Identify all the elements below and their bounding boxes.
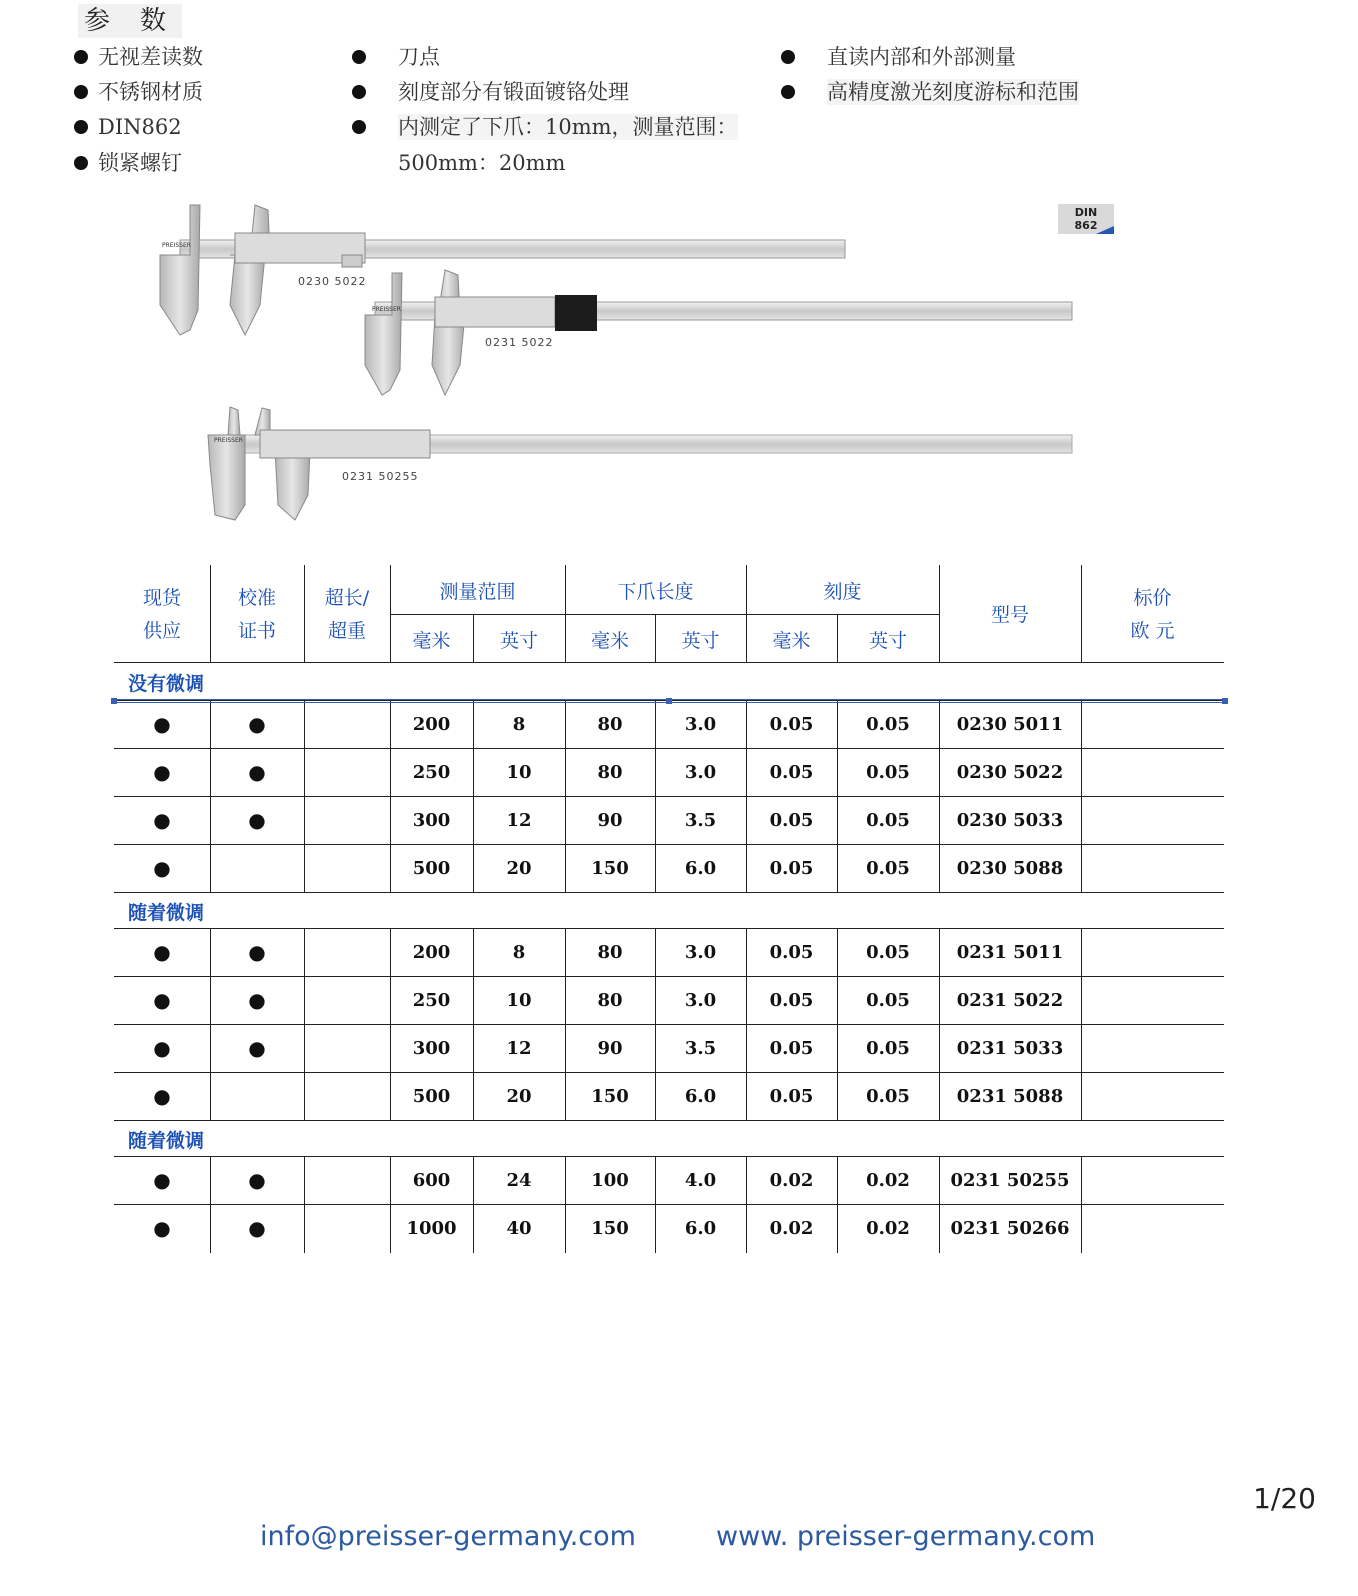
cell-extra bbox=[304, 749, 390, 796]
cell-grad-in: 0.02 bbox=[866, 1218, 910, 1239]
table-row bbox=[114, 1025, 1224, 1072]
cell-jaw-mm: 90 bbox=[597, 810, 623, 831]
table-row bbox=[114, 797, 1224, 844]
product-table bbox=[114, 565, 1224, 1255]
bullet-icon bbox=[352, 50, 366, 64]
section-rows bbox=[114, 929, 1224, 1121]
caliper-0231-5022 bbox=[365, 270, 1072, 395]
header-price: 标价 欧 元 bbox=[1130, 587, 1175, 642]
cell-jaw-in: 3.0 bbox=[684, 762, 717, 783]
cell-stock: ● bbox=[153, 1084, 171, 1108]
cell-grad-mm: 0.05 bbox=[769, 810, 814, 831]
cell-model: 0231 5088 bbox=[956, 1086, 1064, 1107]
bullet-icon bbox=[352, 85, 366, 99]
table-row bbox=[114, 701, 1224, 748]
cell-model: 0230 5022 bbox=[956, 762, 1064, 783]
cell-stock: ● bbox=[153, 808, 171, 832]
cell-range-in: 8 bbox=[512, 942, 526, 963]
cell-grad-in: 0.05 bbox=[866, 762, 910, 783]
section-title: 随着微调 bbox=[128, 1130, 205, 1152]
bullet-icon bbox=[781, 85, 795, 99]
cell-calib: ● bbox=[248, 988, 266, 1012]
cell-range-in: 10 bbox=[506, 762, 532, 783]
cell-jaw-in: 3.5 bbox=[684, 810, 717, 831]
bullet-icon bbox=[74, 85, 88, 99]
brand-logo: PREISSER bbox=[162, 242, 191, 249]
cell-grad-in: 0.05 bbox=[866, 714, 910, 735]
cell-calib: ● bbox=[248, 1036, 266, 1060]
cell-model: 0230 5011 bbox=[956, 714, 1064, 735]
cell-range-in: 40 bbox=[506, 1218, 532, 1239]
cell-grad-mm: 0.02 bbox=[769, 1218, 814, 1239]
cell-stock: ● bbox=[153, 712, 171, 736]
cell-range-mm: 500 bbox=[412, 858, 451, 879]
cell-extra bbox=[304, 929, 390, 976]
cell-range-in: 8 bbox=[512, 714, 526, 735]
table-row bbox=[114, 749, 1224, 796]
cell-extra bbox=[304, 845, 390, 892]
section-rows bbox=[114, 1157, 1224, 1253]
cell-extra bbox=[304, 1025, 390, 1072]
cell-jaw-in: 6.0 bbox=[684, 858, 717, 879]
bullet-icon bbox=[74, 120, 88, 134]
cell-range-mm: 200 bbox=[412, 942, 451, 963]
bullet-icon bbox=[74, 156, 88, 170]
cell-grad-mm: 0.05 bbox=[769, 714, 814, 735]
header-range-inch: 英寸 bbox=[499, 630, 538, 652]
cell-jaw-mm: 150 bbox=[591, 1086, 629, 1107]
bullet-icon bbox=[74, 50, 88, 64]
cell-model: 0231 50266 bbox=[950, 1218, 1070, 1239]
cell-model: 0231 50255 bbox=[950, 1170, 1070, 1191]
cell-jaw-in: 4.0 bbox=[684, 1170, 717, 1191]
cell-grad-mm: 0.05 bbox=[769, 942, 814, 963]
caliper-label: 0231 50255 bbox=[342, 470, 419, 483]
cell-grad-mm: 0.05 bbox=[769, 858, 814, 879]
cell-price bbox=[1081, 1025, 1224, 1072]
cell-grad-in: 0.05 bbox=[866, 1038, 910, 1059]
cell-grad-mm: 0.05 bbox=[769, 762, 814, 783]
cell-jaw-in: 3.0 bbox=[684, 990, 717, 1011]
bullet-icon bbox=[781, 50, 795, 64]
cell-grad-mm: 0.05 bbox=[769, 1086, 814, 1107]
cell-price bbox=[1081, 845, 1224, 892]
cell-calib: ● bbox=[248, 808, 266, 832]
cell-range-mm: 300 bbox=[412, 1038, 451, 1059]
badge-line-1: DIN bbox=[1074, 206, 1098, 219]
header-graduation: 刻度 bbox=[823, 581, 862, 603]
cell-calib: ● bbox=[248, 760, 266, 784]
cell-extra bbox=[304, 701, 390, 748]
cell-model: 0230 5033 bbox=[956, 810, 1064, 831]
header-extra: 超长/ 超重 bbox=[324, 587, 370, 642]
din-862-badge bbox=[1058, 204, 1114, 234]
header-range-mm: 毫米 bbox=[412, 630, 451, 652]
cell-grad-in: 0.05 bbox=[866, 990, 910, 1011]
cell-grad-in: 0.05 bbox=[866, 1086, 910, 1107]
brand-logo: PREISSER bbox=[214, 437, 243, 444]
cell-range-in: 20 bbox=[506, 858, 532, 879]
cell-extra bbox=[304, 797, 390, 844]
cell-calib: ● bbox=[248, 712, 266, 736]
cell-model: 0231 5033 bbox=[956, 1038, 1064, 1059]
cell-stock: ● bbox=[153, 988, 171, 1012]
footer-website[interactable]: www. preisser-germany.com bbox=[716, 1521, 1096, 1552]
page-number: 1/20 bbox=[1253, 1482, 1316, 1515]
table-selection-handle[interactable] bbox=[111, 697, 1228, 705]
cell-price bbox=[1081, 797, 1224, 844]
cell-jaw-in: 3.0 bbox=[684, 942, 717, 963]
cell-model: 0231 5011 bbox=[956, 942, 1064, 963]
cell-price bbox=[1081, 929, 1224, 976]
page-title: 参 数 bbox=[78, 4, 182, 38]
cell-calib bbox=[210, 1073, 304, 1120]
cell-stock: ● bbox=[153, 1036, 171, 1060]
cell-jaw-mm: 150 bbox=[591, 858, 629, 879]
cell-range-mm: 600 bbox=[412, 1170, 451, 1191]
section-rows bbox=[114, 701, 1224, 893]
header-stock: 现货 供应 bbox=[142, 587, 181, 642]
table-row bbox=[114, 929, 1224, 976]
caliper-product-image bbox=[150, 195, 1130, 535]
cell-price bbox=[1081, 1157, 1224, 1204]
table-row bbox=[114, 1073, 1224, 1120]
cell-model: 0231 5022 bbox=[956, 990, 1064, 1011]
cell-calib: ● bbox=[248, 1216, 266, 1240]
cell-range-mm: 1000 bbox=[406, 1218, 457, 1239]
cell-range-in: 10 bbox=[506, 990, 532, 1011]
cell-range-in: 12 bbox=[506, 810, 532, 831]
section-title: 随着微调 bbox=[128, 902, 205, 924]
table-row bbox=[114, 845, 1224, 892]
cell-grad-in: 0.05 bbox=[866, 810, 910, 831]
caliper-label: 0231 5022 bbox=[485, 336, 554, 349]
cell-jaw-mm: 80 bbox=[597, 762, 623, 783]
cell-stock: ● bbox=[153, 760, 171, 784]
cell-range-mm: 250 bbox=[412, 990, 451, 1011]
cell-range-mm: 250 bbox=[412, 762, 451, 783]
cell-stock: ● bbox=[153, 856, 171, 880]
cell-extra bbox=[304, 1073, 390, 1120]
header-jaw: 下爪长度 bbox=[617, 581, 694, 603]
header-model: 型号 bbox=[990, 604, 1029, 626]
cell-extra bbox=[304, 1157, 390, 1204]
cell-jaw-in: 6.0 bbox=[684, 1086, 717, 1107]
cell-jaw-mm: 80 bbox=[597, 714, 623, 735]
cell-jaw-in: 3.0 bbox=[684, 714, 717, 735]
cell-range-in: 12 bbox=[506, 1038, 532, 1059]
cell-price bbox=[1081, 1205, 1224, 1252]
cell-extra bbox=[304, 977, 390, 1024]
cell-stock: ● bbox=[153, 1168, 171, 1192]
header-range: 测量范围 bbox=[439, 581, 516, 603]
cell-price bbox=[1081, 749, 1224, 796]
cell-jaw-mm: 80 bbox=[597, 942, 623, 963]
cell-calib: ● bbox=[248, 940, 266, 964]
cell-jaw-mm: 150 bbox=[591, 1218, 629, 1239]
cell-calib bbox=[210, 845, 304, 892]
cell-range-in: 20 bbox=[506, 1086, 532, 1107]
cell-grad-in: 0.05 bbox=[866, 858, 910, 879]
cell-range-mm: 200 bbox=[412, 714, 451, 735]
cell-grad-in: 0.02 bbox=[866, 1170, 910, 1191]
cell-price bbox=[1081, 1073, 1224, 1120]
cell-range-in: 24 bbox=[506, 1170, 532, 1191]
cell-jaw-mm: 100 bbox=[591, 1170, 629, 1191]
header-jaw-inch: 英寸 bbox=[681, 630, 720, 652]
cell-grad-mm: 0.02 bbox=[769, 1170, 814, 1191]
cell-model: 0230 5088 bbox=[956, 858, 1064, 879]
header-jaw-mm: 毫米 bbox=[590, 630, 629, 652]
cell-jaw-mm: 90 bbox=[597, 1038, 623, 1059]
cell-grad-mm: 0.05 bbox=[769, 1038, 814, 1059]
cell-price bbox=[1081, 977, 1224, 1024]
section-title: 没有微调 bbox=[128, 673, 205, 695]
cell-range-mm: 300 bbox=[412, 810, 451, 831]
caliper-label: 0230 5022 bbox=[298, 275, 367, 288]
badge-line-2: 862 bbox=[1074, 219, 1098, 232]
cell-grad-mm: 0.05 bbox=[769, 990, 814, 1011]
header-grad-inch: 英寸 bbox=[868, 630, 907, 652]
table-row bbox=[114, 1157, 1224, 1204]
cell-calib: ● bbox=[248, 1168, 266, 1192]
cell-jaw-mm: 80 bbox=[597, 990, 623, 1011]
caliper-0231-50255 bbox=[208, 407, 1072, 520]
header-grad-mm: 毫米 bbox=[772, 630, 811, 652]
cell-range-mm: 500 bbox=[412, 1086, 451, 1107]
cell-stock: ● bbox=[153, 940, 171, 964]
cell-jaw-in: 3.5 bbox=[684, 1038, 717, 1059]
cell-extra bbox=[304, 1205, 390, 1252]
brand-logo: PREISSER bbox=[372, 306, 401, 313]
cell-stock: ● bbox=[153, 1216, 171, 1240]
cell-grad-in: 0.05 bbox=[866, 942, 910, 963]
footer-email[interactable]: info@preisser-germany.com bbox=[260, 1521, 636, 1552]
table-row bbox=[114, 1205, 1224, 1252]
header-calibration: 校准 证书 bbox=[237, 587, 276, 642]
cell-jaw-in: 6.0 bbox=[684, 1218, 717, 1239]
table-row bbox=[114, 977, 1224, 1024]
bullet-icon bbox=[352, 120, 366, 134]
cell-price bbox=[1081, 701, 1224, 748]
